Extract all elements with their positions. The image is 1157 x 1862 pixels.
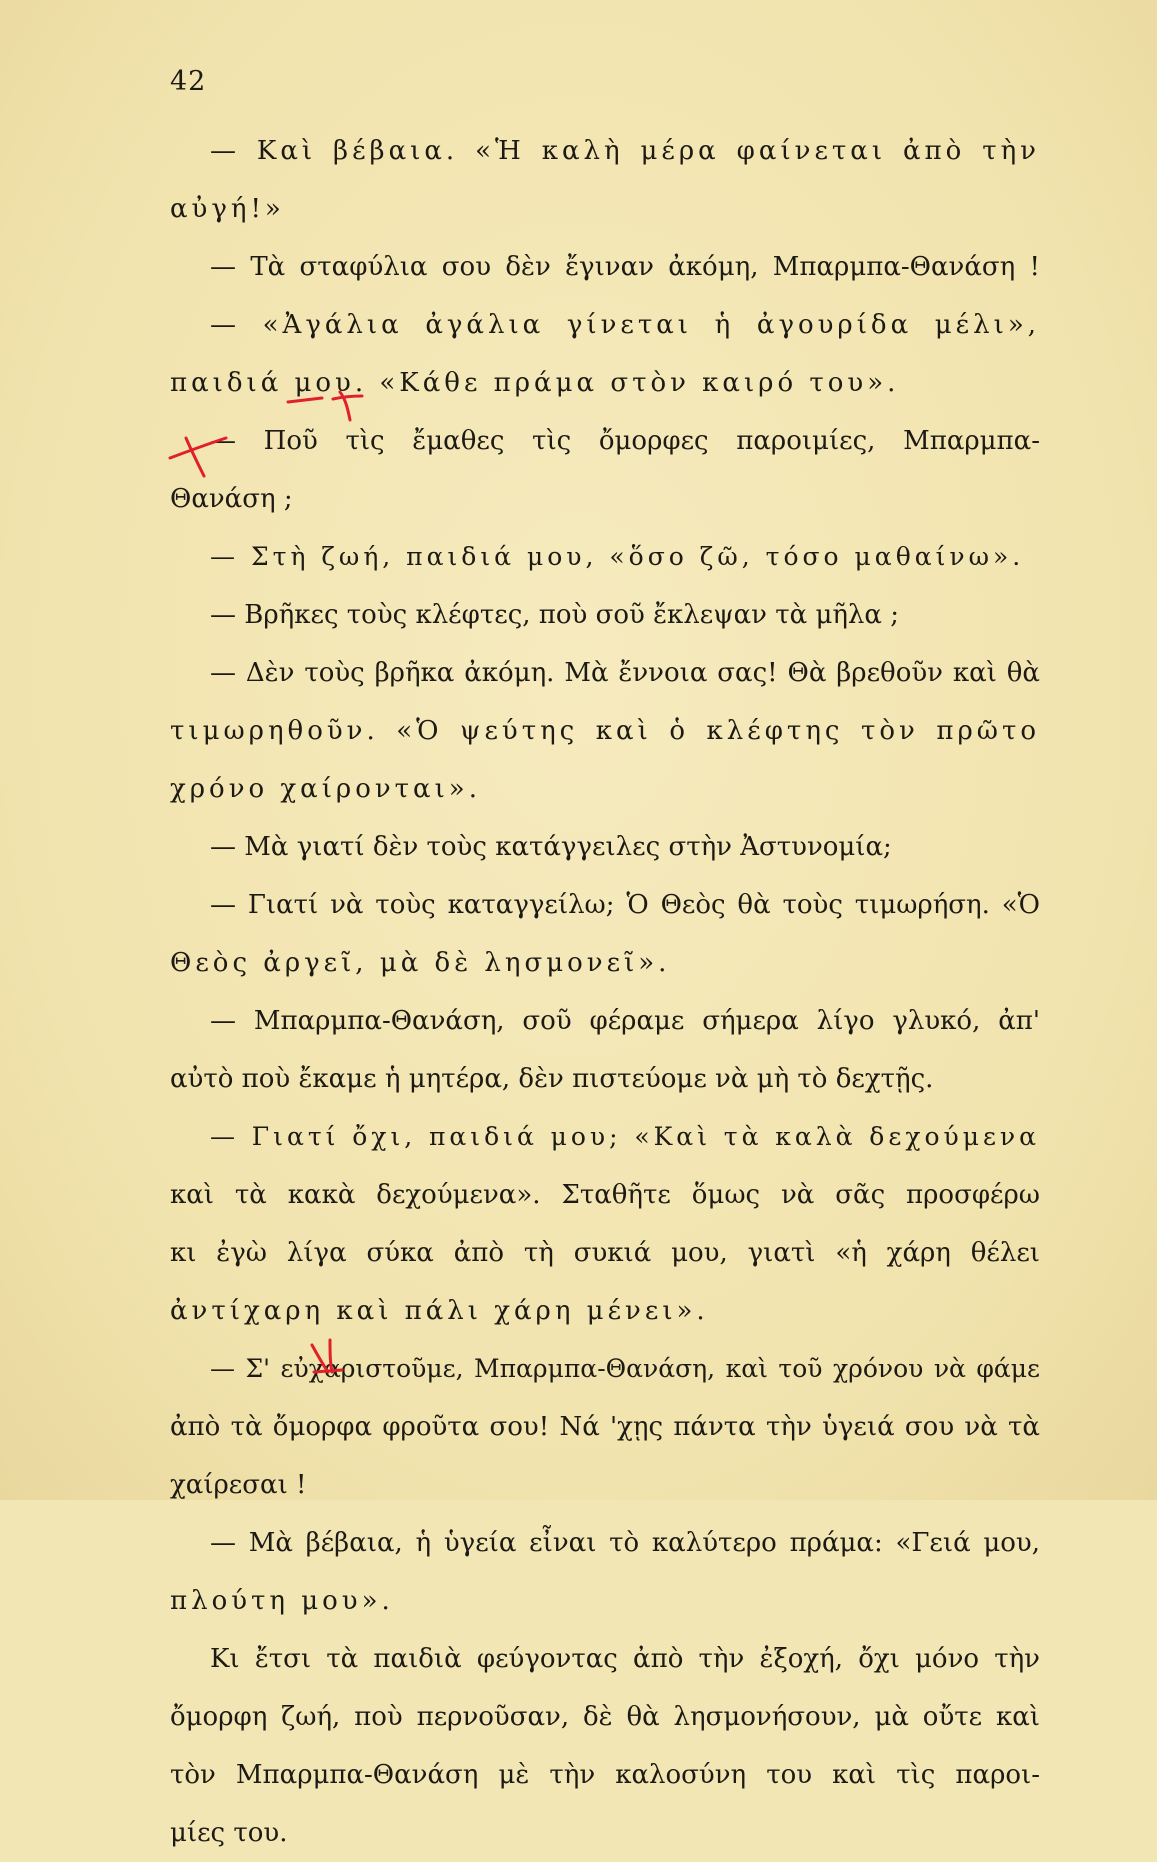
body-text [170, 122, 1040, 1862]
text-line: χαίρεσαι ! [170, 1470, 307, 1500]
text-line: — Γιατί ὄχι, παιδιά μου; «Καὶ τὰ καλὰ δεχούμενα [210, 1122, 1040, 1151]
text-line: τὸν Μπαρμπα-Θανάση μὲ τὴν καλοσύνη του καὶ τὶς παροι- [170, 1760, 1040, 1790]
text-line: ἀντίχαρη καὶ πάλι χάρη μένει». [170, 1296, 709, 1326]
text-line: πλούτη μου». [170, 1586, 394, 1616]
text-line: μίες του. [170, 1818, 288, 1848]
text-line: — Βρῆκες τοὺς κλέφτες, ποὺ σοῦ ἔκλεψαν τὰ μῆλα ; [210, 600, 899, 630]
text-line: καὶ τὰ κακὰ δεχούμενα». Σταθῆτε ὅμως νὰ σᾶς προσφέρω [170, 1180, 1040, 1210]
text-line: Θανάση ; [170, 484, 293, 514]
text-line: τιμωρηθοῦν. «Ὁ ψεύτης καὶ ὁ κλέφτης τὸν πρῶτο [170, 716, 1040, 746]
text-line: — Μπαρμπα-Θανάση, σοῦ φέραμε σήμερα λίγο γλυκό, ἀπ' [210, 1006, 1040, 1036]
text-line: Κι ἔτσι τὰ παιδιὰ φεύγοντας ἀπὸ τὴν ἐξοχή, ὄχι μόνο τὴν [210, 1644, 1040, 1674]
text-line: — «Ἀγάλια ἀγάλια γίνεται ἡ ἀγουρίδα μέλι», [210, 310, 1040, 340]
text-line: — Ποῦ τὶς ἔμαθες τὶς ὄμορφες παροιμίες, Μπαρμπα- [210, 426, 1040, 456]
text-line: χρόνο χαίρονται». [170, 774, 481, 804]
text-line: ἀπὸ τὰ ὄμορφα φροῦτα σου! Νά 'χῃς πάντα τὴν ὑγειά σου νὰ τὰ [170, 1412, 1040, 1442]
text-line: παιδιά μου. «Κάθε πράμα στὸν καιρό του». [170, 368, 900, 398]
text-line: Θεὸς ἀργεῖ, μὰ δὲ λησμονεῖ». [170, 948, 671, 978]
text-line: — Μὰ βέβαια, ἡ ὑγεία εἶναι τὸ καλύτερο πράμα: «Γειά μου, [210, 1528, 1040, 1558]
text-line: — Δὲν τοὺς βρῆκα ἀκόμη. Μὰ ἔννοια σας! Θὰ βρεθοῦν καὶ θὰ [210, 658, 1040, 688]
text-line: — Καὶ βέβαια. «Ἡ καλὴ μέρα φαίνεται ἀπὸ τὴν [210, 136, 1040, 166]
page-number: 42 [170, 66, 207, 97]
text-line: — Μὰ γιατί δὲν τοὺς κατάγγειλες στὴν Ἀστυνομία; [210, 832, 892, 862]
text-line: — Τὰ σταφύλια σου δὲν ἔγιναν ἀκόμη, Μπαρμπα-Θανάση ! [210, 252, 1040, 282]
text-line: — Γιατί νὰ τοὺς καταγγείλω; Ὁ Θεὸς θὰ τοὺς τιμωρήση. «Ὁ [210, 890, 1040, 920]
text-line: αὐγή!» [170, 194, 285, 224]
text-line: — Σ' εὐχαριστοῦμε, Μπαρμπα-Θανάση, καὶ τοῦ χρόνου νὰ φάμε [210, 1354, 1040, 1383]
text-line: κι ἐγὼ λίγα σύκα ἀπὸ τὴ συκιά μου, γιατὶ «ἡ χάρη θέλει [170, 1238, 1040, 1268]
text-line: — Στὴ ζωή, παιδιά μου, «ὅσο ζῶ, τόσο μαθαίνω». [210, 542, 1025, 571]
text-line: ὄμορφη ζωή, ποὺ περνοῦσαν, δὲ θὰ λησμονήσουν, μὰ οὔτε καὶ [170, 1702, 1040, 1732]
text-line: αὐτὸ ποὺ ἔκαμε ἡ μητέρα, δὲν πιστεύομε νὰ μὴ τὸ δεχτῇς. [170, 1064, 934, 1094]
